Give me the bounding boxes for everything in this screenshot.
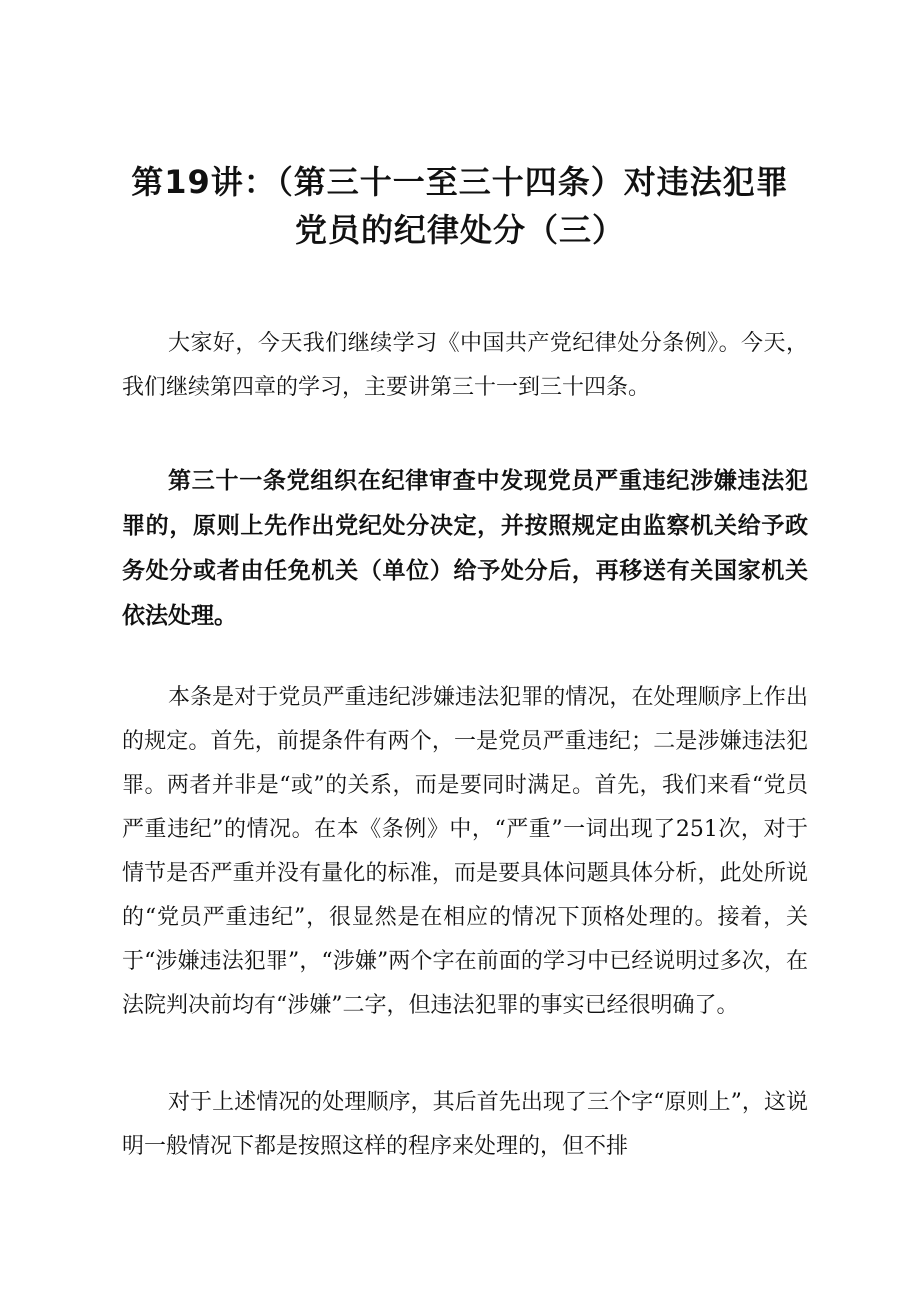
page-title-line-2: 党员的纪律处分（三） <box>294 211 625 249</box>
intro-paragraph: 大家好，今天我们继续学习《中国共产党纪律处分条例》。今天，我们继续第四章的学习，主要讲第三十一到三十四条。 <box>122 331 808 400</box>
page-title-line-1: 第19讲：（第三十一至三十四条）对违法犯罪 <box>131 163 789 201</box>
explanation-paragraph-1: 本条是对于党员严重违纪涉嫌违法犯罪的情况，在处理顺序上作出的规定。首先，前提条件有两个，一是党员严重违纪；二是涉嫌违法犯罪。两者并非是“或”的关系，而是要同时满足。首先，我们来看“党员严重违纪”的情况。在本《条例》中，“严重”一词出现了251次，对于情节是否严重并没有量化的标准，而是要具体问题具体分析，此处所说的“党员严重违纪”，很显然是在相应的情况下顶格处理的。接着，关于“涉嫌违法犯罪”，“涉嫌”两个字在前面的学习中已经说明过多次，在法院判决前均有“涉嫌”二字，但违法犯罪的事实已经很明确了。 <box>122 685 808 1018</box>
article-31-paragraph: 第三十一条党组织在纪律审查中发现党员严重违纪涉嫌违法犯罪的，原则上先作出党纪处分决定，并按照规定由监察机关给予政务处分或者由任免机关（单位）给予处分后，再移送有关国家机关依法处理。 <box>122 468 808 629</box>
explanation-paragraph-2: 对于上述情况的处理顺序，其后首先出现了三个字“原则上”，这说明一般情况下都是按照这样的程序来处理的，但不排 <box>122 1090 808 1159</box>
